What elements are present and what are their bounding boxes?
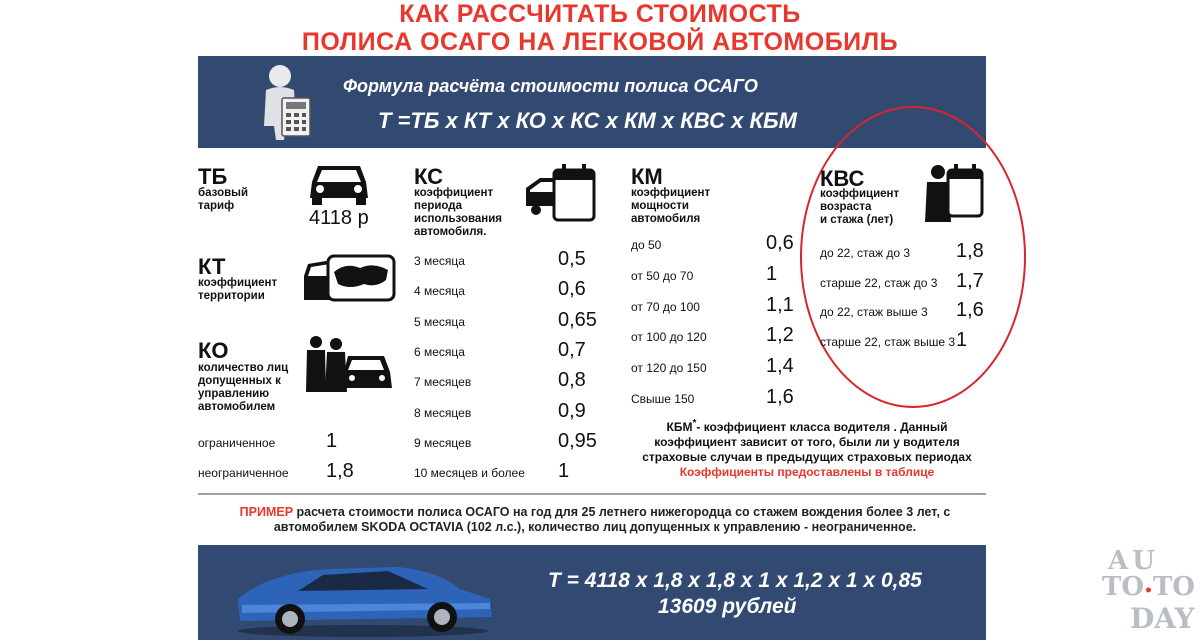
couple-car-icon: [302, 334, 394, 394]
kvs-label: коэффициент возраста и стажа (лет): [820, 188, 900, 226]
kvs-row-label: до 22, стаж выше 3: [820, 305, 928, 319]
formula-expression: Т =ТБ х КТ х КО х КС х КМ х КВС х КБМ: [378, 108, 797, 133]
km-row-label: от 120 до 150: [631, 361, 707, 376]
kvs-row-value: 1: [956, 328, 968, 351]
ks-row-value: 0,7: [558, 338, 586, 361]
kvs-abbr: КВС: [820, 166, 865, 191]
ks-row-label: 10 месяцев и более: [414, 466, 525, 481]
ks-row-value: 0,6: [558, 278, 586, 301]
car-calendar-icon: [524, 162, 598, 226]
result-expression: Т = 4118 х 1,8 х 1,8 х 1 х 1,2 х 1 х 0,85: [548, 569, 922, 592]
watermark-logo: AU TO•TO DAY: [1102, 546, 1195, 635]
kbm-abbr: КБМ: [666, 420, 693, 434]
ks-row-value: 1: [558, 460, 570, 483]
tb-label: базовый тариф: [198, 187, 249, 212]
ko-row-value-0: 1: [326, 430, 338, 452]
ks-row-label: 3 месяца: [414, 254, 465, 268]
km-row-label: до 50: [631, 238, 662, 252]
kvs-row-label: старше 22, стаж выше 3: [820, 334, 956, 349]
example-line-1: расчета стоимости полиса ОСАГО на год для 25 летнего нижегородца со стажем вождения более 3 лет, с: [293, 505, 951, 519]
km-row-label: от 100 до 120: [631, 330, 707, 345]
km-label: коэффициент мощности автомобиля: [631, 187, 711, 225]
person-calendar-icon: [922, 162, 986, 224]
kvs-row-label: до 22, стаж до 3: [820, 246, 911, 260]
ks-row-label: 9 месяцев: [414, 435, 472, 450]
ks-row-label: 7 месяцев: [414, 375, 472, 390]
kvs-row-label: старше 22, стаж до 3: [820, 275, 938, 290]
result-banner: [198, 545, 986, 640]
title-line-1: КАК РАССЧИТАТЬ СТОИМОСТЬ: [399, 0, 801, 28]
ks-row-value: 0,5: [558, 248, 586, 270]
example-keyword: ПРИМЕР: [239, 505, 294, 519]
tb-abbr: ТБ: [198, 164, 228, 189]
divider: [198, 493, 986, 495]
person-calculator-icon: [256, 64, 316, 144]
blue-sedan-icon: [228, 551, 498, 639]
ks-row-label: 8 месяцев: [414, 405, 472, 420]
km-row-label: Свыше 150: [631, 392, 695, 406]
car-front-icon: [306, 160, 372, 206]
result-total: 13609 рублей: [658, 595, 797, 618]
ko-abbr: КО: [198, 338, 229, 363]
kt-abbr: КТ: [198, 254, 226, 279]
tb-value: 4118 р: [309, 207, 369, 229]
ko-row-label-1: неограниченное: [198, 466, 289, 480]
km-row-value: 1,6: [766, 386, 794, 408]
ks-row-value: 0,8: [558, 369, 586, 392]
ks-abbr: КС: [414, 164, 444, 189]
car-map-icon: [302, 250, 398, 306]
example-text: [210, 505, 980, 535]
km-row-label: от 70 до 100: [631, 299, 700, 314]
kbm-line-1: - коэффициент класса водителя . Данный: [696, 420, 948, 434]
ks-row-label: 4 месяца: [414, 284, 465, 299]
km-row-value: 1,1: [766, 293, 794, 316]
page-title: [0, 0, 1200, 56]
kbm-star: *: [692, 418, 697, 429]
km-abbr: КМ: [631, 164, 663, 189]
ko-label: количество лиц допущенных к управлению автомобилем: [198, 362, 289, 413]
ks-row-label: 6 месяца: [414, 344, 465, 359]
kbm-line-2: коэффициент зависит от того, были ли у водителя: [654, 435, 960, 449]
kbm-line-4: Коэффициенты предоставлены в таблице: [679, 465, 935, 479]
ks-row-value: 0,95: [558, 429, 597, 452]
kvs-row-value: 1,7: [956, 269, 984, 292]
km-row-label: от 50 до 70: [631, 268, 694, 283]
kbm-note: [612, 416, 1002, 480]
ks-row-value: 0,9: [558, 399, 586, 422]
ko-row-label-0: ограниченное: [198, 436, 276, 450]
km-row-value: 1: [766, 262, 778, 285]
title-line-2: ПОЛИСА ОСАГО НА ЛЕГКОВОЙ АВТОМОБИЛЬ: [301, 28, 899, 56]
kt-label: коэффициент территории: [198, 277, 278, 302]
km-row-value: 0,6: [766, 232, 794, 254]
formula-caption: Формула расчёта стоимости полиса ОСАГО: [343, 76, 758, 96]
kbm-line-3: страховые случаи в предыдущих страховых периодах: [642, 450, 972, 464]
ko-row-value-1: 1,8: [326, 460, 354, 482]
ks-row-value: 0,65: [558, 308, 597, 331]
ks-row-label: 5 месяца: [414, 314, 465, 329]
km-row-value: 1,2: [766, 324, 794, 347]
km-row-value: 1,4: [766, 355, 794, 378]
ks-label: коэффициент периода использования автомобиля.: [414, 187, 503, 238]
example-line-2: автомобилем SKODA OCTAVIA (102 л.с.), количество лиц допущенных к управлению - неограниченное.: [273, 520, 917, 534]
kvs-row-value: 1,8: [956, 240, 984, 262]
kvs-row-value: 1,6: [956, 299, 984, 321]
